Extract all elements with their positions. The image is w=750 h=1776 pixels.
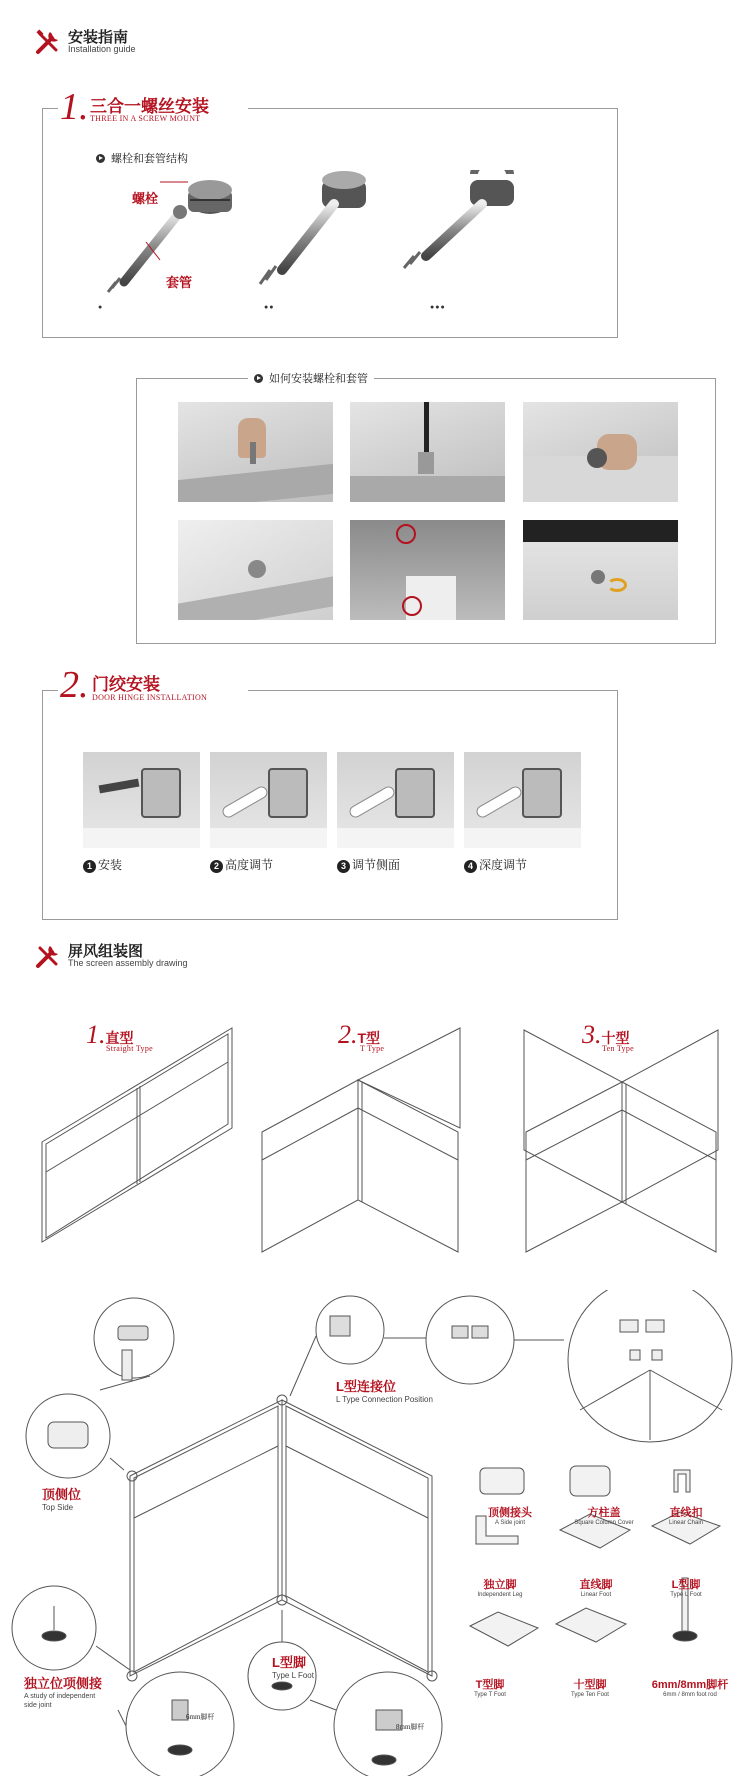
foot-rod-base-icon xyxy=(673,1631,697,1641)
bolt-label: 螺栓 xyxy=(132,191,159,206)
l-foot-callout xyxy=(272,1652,314,1680)
component-subtitle: A Side joint xyxy=(494,1520,526,1526)
screen-assembly-header xyxy=(34,940,254,972)
type-number: 1. xyxy=(86,1020,106,1049)
install-guide-subtitle: Installation guide xyxy=(68,44,136,54)
component-foot-rod xyxy=(640,1676,740,1698)
play-bullet-icon xyxy=(96,154,105,163)
step-number-badge: 1 xyxy=(83,860,96,873)
howto-text: 如何安装螺栓和套管 xyxy=(269,373,368,385)
type-subtitle: T Type xyxy=(360,1044,385,1053)
rod-label-left: 6mm脚杆 xyxy=(186,1713,215,1721)
component-t-foot xyxy=(440,1676,540,1698)
hinge-caption-2 xyxy=(210,856,273,873)
screen-assembly-subtitle: The screen assembly drawing xyxy=(68,958,188,968)
hinge-photo-1 xyxy=(83,752,200,848)
bolt-2-assembled xyxy=(260,171,366,284)
l-connection-callout xyxy=(336,1376,433,1404)
rod-label-right: 8mm脚杆 xyxy=(396,1723,425,1731)
hinge-caption-text: 高度调节 xyxy=(225,858,274,872)
hinge-caption-4 xyxy=(464,856,527,873)
independent-subtitle: A study of independent side joint xyxy=(24,1693,96,1709)
component-title: 十型脚 xyxy=(573,1679,607,1691)
top-side-subtitle: Top Side xyxy=(42,1503,74,1512)
linear-chain-icon xyxy=(674,1470,690,1492)
side-joint-icon xyxy=(480,1468,524,1494)
l-foot-title: L型脚 xyxy=(272,1655,306,1670)
rotate-arrow-icon xyxy=(607,578,627,592)
bolt-dot-2: ●● xyxy=(264,304,275,311)
step1-heading xyxy=(58,88,248,128)
component-title: L型脚 xyxy=(671,1579,701,1591)
hinge-caption-1 xyxy=(83,856,122,873)
type-title: 十型 xyxy=(601,1030,630,1046)
step-number-badge: 3 xyxy=(337,860,350,873)
bolt-sleeve-illustration xyxy=(90,170,610,320)
howto-photo-1 xyxy=(178,402,333,502)
howto-photo-3 xyxy=(523,402,678,502)
step-number-badge: 2 xyxy=(210,860,223,873)
highlight-circle-icon xyxy=(396,524,416,544)
hinge-caption-3 xyxy=(337,856,400,873)
component-subtitle: Independent Leg xyxy=(477,1592,523,1598)
step2-subtitle: DOOR HINGE INSTALLATION xyxy=(92,693,208,702)
install-guide-header xyxy=(34,26,234,58)
type-title: T型 xyxy=(357,1030,381,1046)
independent-callout xyxy=(24,1676,102,1710)
hinge-caption-text: 深度调节 xyxy=(479,858,528,872)
component-subtitle: Type L Foot xyxy=(670,1592,702,1598)
sleeve-label: 套管 xyxy=(166,275,193,290)
step1-number: 1. xyxy=(60,86,89,128)
wrench-screwdriver-icon xyxy=(34,28,62,56)
top-side-title: 顶侧位 xyxy=(42,1487,82,1502)
screen-assembly-title: 屏风组装图 xyxy=(68,943,144,960)
component-subtitle: 6mm / 8mm foot rod xyxy=(663,1692,717,1698)
type-number: 2. xyxy=(338,1020,358,1049)
step1-subtitle: THREE IN A SCREW MOUNT xyxy=(90,114,201,123)
component-subtitle: Type T Foot xyxy=(474,1692,506,1698)
component-independent-leg xyxy=(450,1576,550,1598)
wrench-screwdriver-icon xyxy=(34,942,62,970)
howto-photo-2 xyxy=(350,402,505,502)
play-bullet-icon xyxy=(254,374,263,383)
component-ten-foot xyxy=(540,1676,640,1698)
bolt-dot-3: ●●● xyxy=(430,304,446,311)
component-side-joint xyxy=(460,1504,560,1526)
hinge-caption-text: 调节侧面 xyxy=(352,858,401,872)
hinge-photo-2 xyxy=(210,752,327,848)
l-connection-subtitle: L Type Connection Position xyxy=(336,1395,433,1404)
component-title: 方柱盖 xyxy=(587,1507,621,1519)
bolt-structure-label xyxy=(96,150,188,166)
l-connection-title: L型连接位 xyxy=(336,1379,396,1394)
component-linear-foot xyxy=(546,1576,646,1598)
howto-photo-6 xyxy=(523,520,678,620)
independent-title: 独立位项侧接 xyxy=(24,1676,103,1691)
detail-circle-caps xyxy=(426,1296,514,1384)
t-partition xyxy=(262,1028,460,1252)
component-title: 独立脚 xyxy=(483,1579,517,1591)
ten-foot-icon xyxy=(556,1608,626,1642)
component-title: 6mm/8mm脚杆 xyxy=(651,1679,729,1691)
type-number: 3. xyxy=(582,1020,602,1049)
l-foot-subtitle: Type L Foot xyxy=(272,1671,314,1680)
component-title: T型脚 xyxy=(475,1679,505,1691)
component-subtitle: Linear Foot xyxy=(580,1592,612,1598)
install-guide-title: 安装指南 xyxy=(68,29,129,46)
hinge-caption-text: 安装 xyxy=(98,858,123,872)
component-subtitle: Type Ten Foot xyxy=(571,1692,609,1698)
bolt-structure-text: 螺栓和套管结构 xyxy=(111,153,188,165)
component-subtitle: Linear Chain xyxy=(668,1520,704,1526)
step2-title: 门绞安装 xyxy=(92,675,160,694)
component-title: 顶侧接头 xyxy=(488,1507,532,1519)
component-subtitle: Square Column Cover xyxy=(574,1520,634,1526)
bolt-3-assembled xyxy=(404,170,514,268)
howto-photo-5 xyxy=(350,520,505,620)
component-linear-chain xyxy=(636,1504,736,1526)
component-l-foot xyxy=(636,1576,736,1598)
type-title: 直型 xyxy=(105,1030,134,1046)
top-side-callout xyxy=(42,1484,81,1512)
type-subtitle: Ten Type xyxy=(602,1044,635,1053)
ten-partition xyxy=(524,1030,718,1252)
step2-number: 2. xyxy=(60,664,89,706)
hinge-photo-4 xyxy=(464,752,581,848)
type-subtitle: Straight Type xyxy=(106,1044,153,1053)
component-title: 直线脚 xyxy=(579,1579,613,1591)
howto-heading xyxy=(248,370,374,386)
howto-photo-4 xyxy=(178,520,333,620)
detail-circle-foot-bottom-left xyxy=(126,1672,234,1776)
bolt-dot-1: ● xyxy=(98,304,103,311)
t-foot-icon xyxy=(470,1612,538,1646)
partition-types-drawing xyxy=(0,1020,750,1260)
straight-partition xyxy=(42,1028,232,1242)
step1-title: 三合一螺丝安装 xyxy=(90,97,209,116)
hinge-photo-3 xyxy=(337,752,454,848)
component-title: 直线扣 xyxy=(669,1507,703,1519)
step-number-badge: 4 xyxy=(464,860,477,873)
highlight-circle-icon xyxy=(402,596,422,616)
column-cover-icon xyxy=(570,1466,610,1496)
step2-heading xyxy=(58,666,248,706)
